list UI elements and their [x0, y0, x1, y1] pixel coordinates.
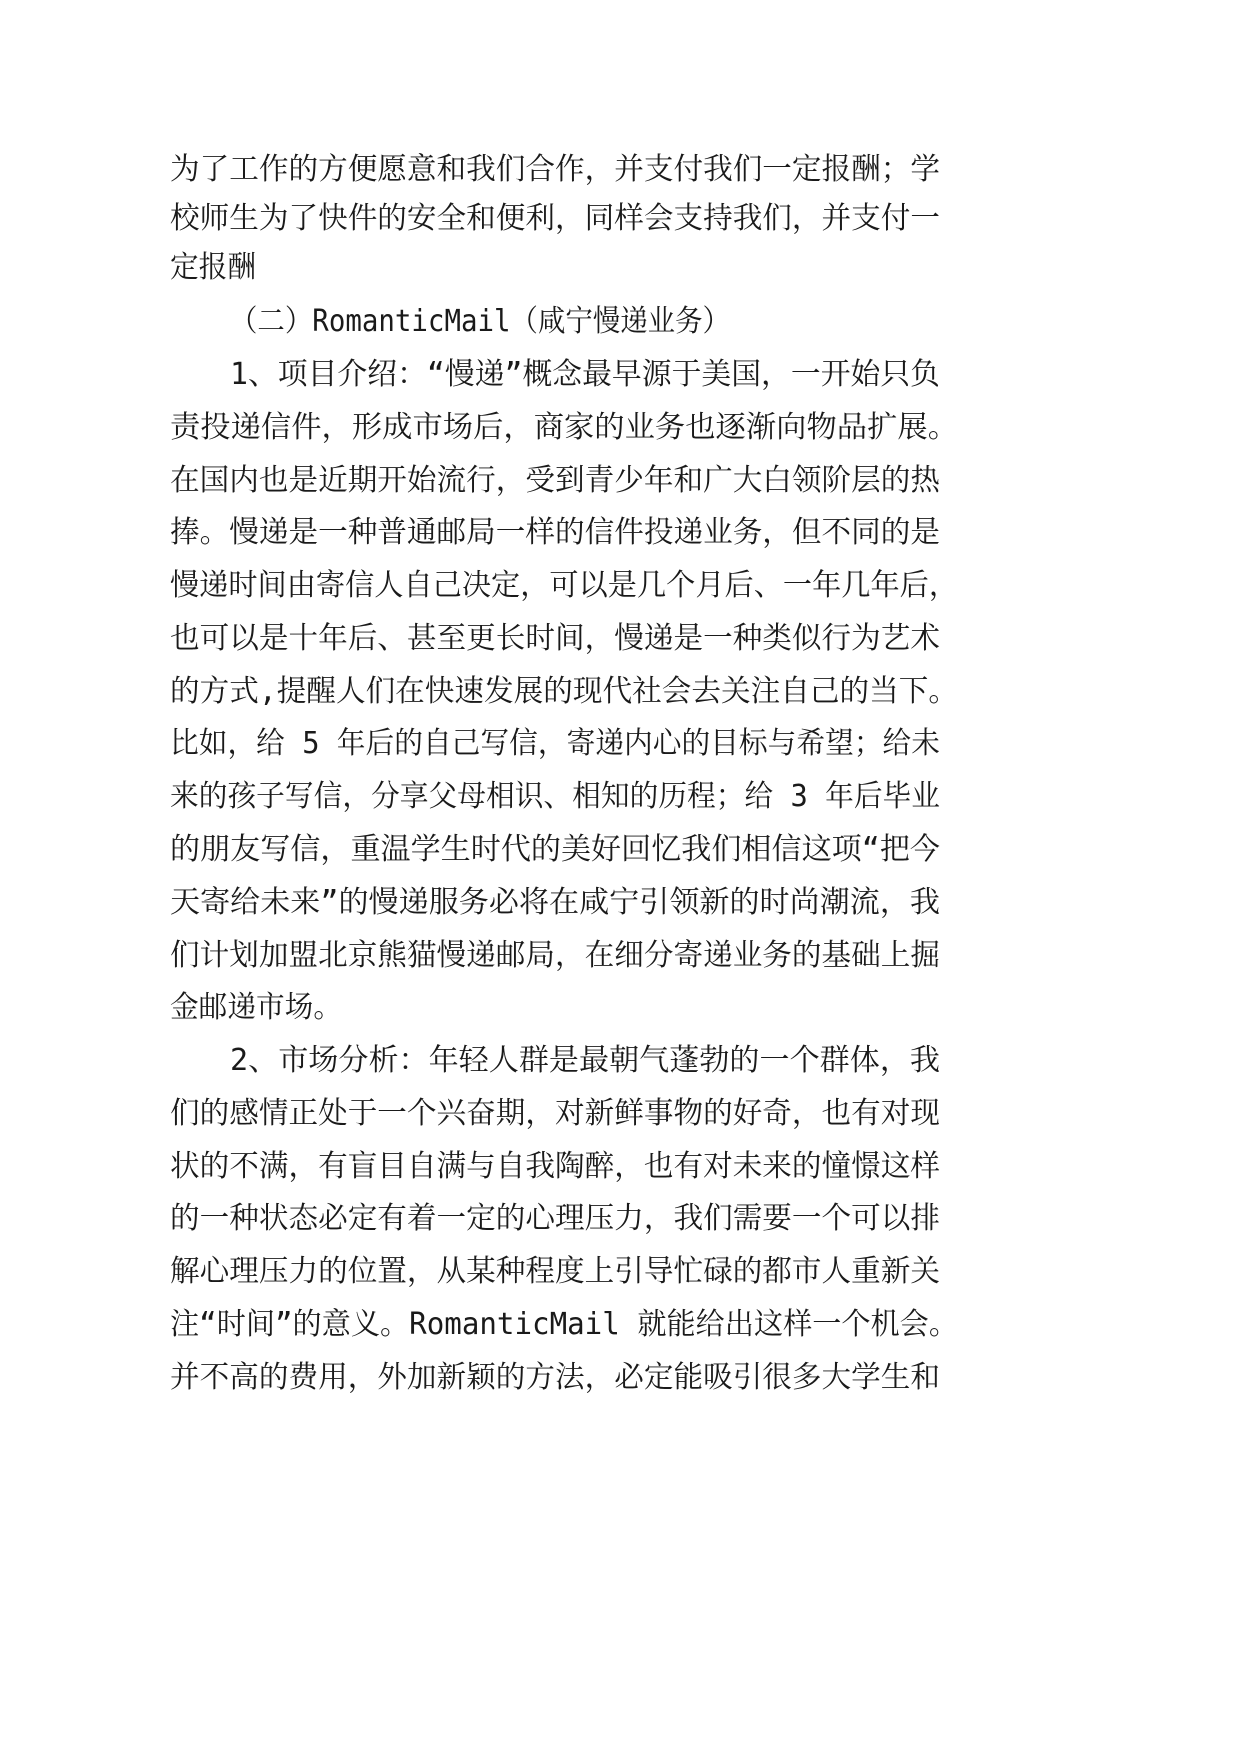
text-line-content: 并不高的费用，外加新颖的方法，必定能吸引很多大学生和: [170, 1360, 940, 1395]
text-line: [0, 1303, 1241, 1347]
text-line-content: 为了工作的方便愿意和我们合作，并支付我们一定报酬；学: [170, 152, 940, 187]
text-line: [0, 148, 1241, 192]
text-line-content: 也可以是十年后、甚至更长时间，慢递是一种类似行为艺术: [170, 621, 940, 656]
text-line-content: 的朋友写信，重温学生时代的美好回忆我们相信这项“把今: [170, 832, 940, 867]
text-line-content: 在国内也是近期开始流行，受到青少年和广大白领阶层的热: [170, 463, 940, 498]
text-line: [0, 511, 1241, 555]
text-line: [0, 1197, 1241, 1241]
text-line: [0, 934, 1241, 978]
text-line: [0, 881, 1241, 925]
text-line: [0, 1145, 1241, 1189]
text-line-content: 注“时间”的意义。RomanticMail 就能给出这样一个机会。: [170, 1307, 958, 1342]
text-line: [0, 986, 1241, 1030]
text-line: [0, 1039, 1241, 1083]
text-line-content: 慢递时间由寄信人自己决定，可以是几个月后、一年几年后，: [170, 568, 958, 603]
section-heading-text: （二）RomanticMail（咸宁慢递业务）: [230, 304, 730, 339]
text-line: [0, 775, 1241, 819]
text-line: [0, 1250, 1241, 1294]
text-line: [0, 459, 1241, 503]
text-line: [0, 722, 1241, 766]
text-line-content: 责投递信件，形成市场后，商家的业务也逐渐向物品扩展。: [170, 410, 958, 445]
text-line-content: 校师生为了快件的安全和便利，同样会支持我们，并支付一: [170, 201, 940, 236]
text-line: [0, 1356, 1241, 1400]
text-line-content: 比如，给 5 年后的自己写信，寄递内心的目标与希望；给未: [170, 726, 940, 761]
text-line: [0, 353, 1241, 397]
text-line: [0, 246, 1241, 290]
text-line: [0, 197, 1241, 241]
text-line-content: 2、市场分析：年轻人群是最朝气蓬勃的一个群体，我: [230, 1043, 940, 1078]
text-line-content: 解心理压力的位置，从某种程度上引导忙碌的都市人重新关: [170, 1254, 940, 1289]
text-line-content: 捧。慢递是一种普通邮局一样的信件投递业务，但不同的是: [170, 515, 940, 550]
text-line-content: 天寄给未来”的慢递服务必将在咸宁引领新的时尚潮流，我: [170, 885, 940, 920]
text-line: [0, 670, 1241, 714]
text-line: [0, 406, 1241, 450]
text-line: [0, 617, 1241, 661]
text-line-content: 状的不满，有盲目自满与自我陶醉，也有对未来的憧憬这样: [170, 1149, 940, 1184]
text-line: [0, 1092, 1241, 1136]
text-line-content: 的一种状态必定有着一定的心理压力，我们需要一个可以排: [170, 1201, 940, 1236]
text-line-content: 们的感情正处于一个兴奋期，对新鲜事物的好奇，也有对现: [170, 1096, 940, 1131]
text-line-content: 们计划加盟北京熊猫慢递邮局，在细分寄递业务的基础上掘: [170, 938, 940, 973]
text-line-content: 1、项目介绍：“慢递”概念最早源于美国，一开始只负: [230, 357, 940, 392]
text-line: [0, 828, 1241, 872]
text-line: [0, 564, 1241, 608]
text-line-content: 的方式,提醒人们在快速发展的现代社会去关注自己的当下。: [170, 674, 958, 709]
text-line-content: 定报酬: [170, 250, 256, 285]
section-heading: [0, 300, 1241, 344]
text-line-content: 金邮递市场。: [170, 990, 342, 1025]
text-line-content: 来的孩子写信，分享父母相识、相知的历程；给 3 年后毕业: [170, 779, 940, 814]
